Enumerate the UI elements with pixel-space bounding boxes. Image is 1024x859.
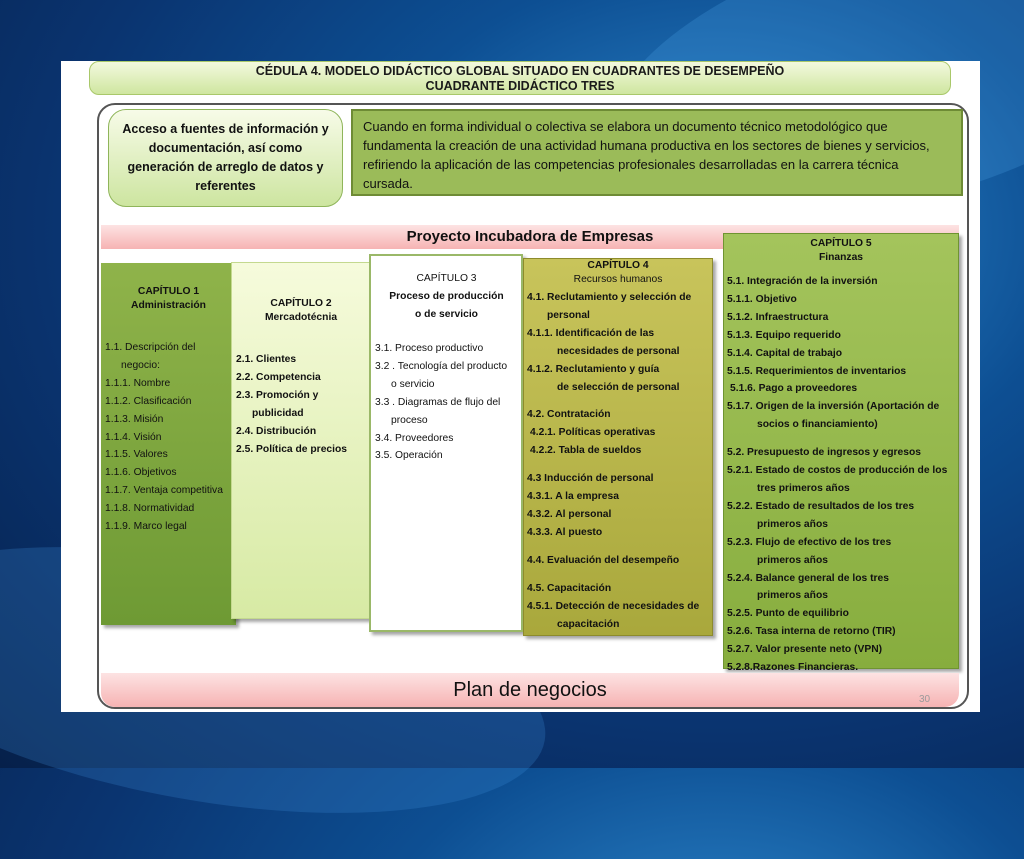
list-item: negocio: [121, 359, 160, 371]
list-item: tres primeros años [757, 482, 850, 494]
list-item: 2.5. Política de precios [236, 443, 348, 455]
list-item: 4.3 Inducción de personal [527, 473, 654, 485]
chapter-5-column [723, 233, 959, 674]
list-item: 4.1.2. Reclutamiento y guía [527, 363, 660, 375]
list-item: 3.2 . Tecnología del producto [375, 360, 508, 372]
list-item: 1.1.1. Nombre [105, 377, 171, 389]
list-item: 4.5.1. Detección de necesidades de [527, 600, 700, 612]
chapter-1-subtitle: Administración [131, 300, 206, 311]
list-item: primeros años [757, 590, 828, 602]
list-item: 1.1.2. Clasificación [105, 395, 192, 407]
list-item: 1.1.7. Ventaja competitiva [105, 485, 223, 497]
list-item: necesidades de personal [557, 345, 680, 357]
list-item: 4.1. Reclutamiento y selección de [527, 292, 692, 303]
list-item: 1.1.9. Marco legal [105, 521, 187, 533]
list-item: socios o financiamiento) [757, 419, 878, 431]
list-item: capacitación [557, 618, 620, 630]
slide [61, 61, 980, 712]
list-item: 5.1. Integración de la inversión [727, 276, 878, 287]
list-item: 5.1.6. Pago a proveedores [730, 383, 858, 395]
list-item: 4.3.1. A la empresa [527, 491, 619, 503]
list-item: 2.2. Competencia [236, 371, 321, 383]
list-item: 5.1.5. Requerimientos de inventarios [727, 365, 907, 377]
chapter-3-title: CAPÍTULO 3 [416, 273, 477, 284]
list-item: 5.2.5. Punto de equilibrio [727, 608, 849, 620]
plan-title-bar: Plan de negocios [101, 673, 959, 707]
access-box: Acceso a fuentes de información y documentación, así como generación de arreglo de datos y referentes [108, 109, 343, 207]
chapter-1-column [101, 263, 236, 625]
chapter-1-title: CAPÍTULO 1 [137, 286, 200, 297]
chapter-2-subtitle: Mercadotécnia [264, 312, 338, 323]
list-item: 5.2.1. Estado de costos de producción de los [727, 465, 948, 477]
chapter-5-subtitle: Finanzas [818, 252, 864, 263]
list-item: 3.5. Operación [375, 450, 443, 462]
list-item: 5.2.2. Estado de resultados de los tres [727, 500, 915, 512]
list-item: 1.1.3. Misión [105, 413, 164, 425]
page-number: 30 [919, 694, 931, 705]
list-item: 4.3.3. Al puesto [527, 526, 603, 538]
list-item: de selección de personal [557, 381, 680, 393]
list-item: 5.2.8.Razones Financieras. [727, 662, 859, 674]
chapter-4-column [523, 258, 713, 636]
list-item: 1.1.6. Objetivos [105, 467, 177, 479]
list-item: 4.2.2. Tabla de sueldos [530, 445, 642, 457]
chapter-4-subtitle: Recursos humanos [573, 274, 663, 285]
chapter-2-column [231, 262, 371, 619]
list-item: 4.3.2. Al personal [527, 508, 612, 520]
list-item: 5.2.6. Tasa interna de retorno (TIR) [727, 626, 896, 638]
list-item: 5.2.4. Balance general de los tres [727, 572, 889, 584]
list-item: 2.1. Clientes [236, 354, 297, 365]
list-item: 1.1. Descripción del [105, 342, 196, 353]
list-item: o servicio [391, 378, 435, 390]
list-item: primeros años [757, 554, 828, 566]
list-item: primeros años [757, 518, 828, 530]
slide-title [89, 61, 951, 95]
chapter-3-column [369, 254, 523, 632]
list-item: 2.3. Promoción y [236, 389, 319, 401]
list-item: 5.1.7. Origen de la inversión (Aportación de [727, 401, 940, 413]
list-item: proceso [391, 414, 428, 426]
list-item: 5.2. Presupuesto de ingresos y egresos [727, 447, 922, 459]
chapter-3-subtitle-line-2: o de servicio [415, 309, 478, 320]
list-item: 4.2. Contratación [527, 409, 611, 421]
list-item: 2.4. Distribución [236, 425, 317, 437]
description-box: Cuando en forma individual o colectiva se elabora un documento técnico metodológico que fundamenta la creación de una actividad humana productiva en los sectores de bienes y servicios, refiriendo la aplicación de las competencias profesionales desarrolladas en la carrera técnica cursada. [351, 109, 963, 196]
title-line-2: CUADRANTE DIDÁCTICO TRES [425, 79, 615, 93]
list-item: 3.3 . Diagramas de flujo del [375, 396, 501, 408]
chapter-2-title: CAPÍTULO 2 [270, 298, 332, 309]
list-item: 5.2.7. Valor presente neto (VPN) [727, 644, 883, 656]
list-item: personal [547, 309, 590, 321]
list-item: 1.1.8. Normatividad [105, 503, 195, 515]
list-item: 1.1.5. Valores [105, 449, 168, 461]
chapter-3-subtitle-line-1: Proceso de producción [389, 291, 504, 302]
list-item: 1.1.4. Visión [105, 431, 162, 443]
chapter-4-title: CAPÍTULO 4 [587, 260, 649, 271]
list-item: 5.1.3. Equipo requerido [727, 329, 841, 341]
list-item: 4.5. Capacitación [527, 582, 612, 594]
chapter-5-title: CAPÍTULO 5 [810, 238, 872, 249]
list-item: 3.1. Proceso productivo [375, 343, 484, 354]
list-item: 5.1.2. Infraestructura [727, 311, 829, 323]
list-item: 5.1.4. Capital de trabajo [727, 347, 843, 359]
list-item: 4.2.1. Políticas operativas [530, 427, 656, 439]
list-item: 5.2.3. Flujo de efectivo de los tres [727, 536, 892, 548]
list-item: publicidad [252, 407, 304, 419]
list-item: 4.4. Evaluación del desempeño [527, 554, 680, 566]
list-item: 5.1.1. Objetivo [727, 293, 797, 305]
list-item: 3.4. Proveedores [375, 432, 454, 444]
list-item: 4.1.1. Identificación de las [527, 327, 655, 339]
project-title-bar: Proyecto Incubadora de Empresas [101, 225, 959, 249]
title-line-1: CÉDULA 4. MODELO DIDÁCTICO GLOBAL SITUADO EN CUADRANTES DE DESEMPEÑO [255, 64, 785, 78]
